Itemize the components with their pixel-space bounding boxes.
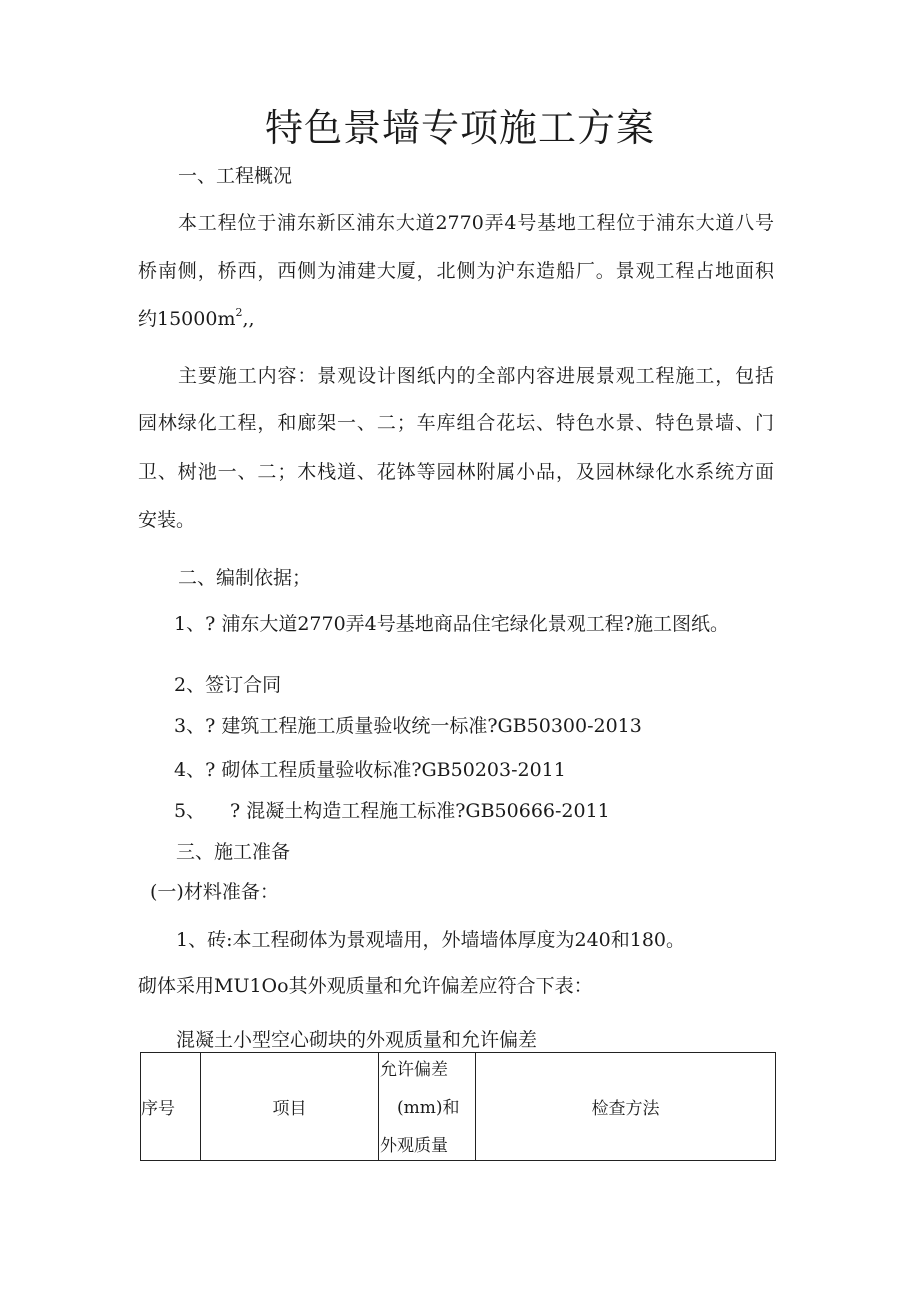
- header-method-label: 检查方法: [591, 1099, 660, 1119]
- header-item-label: 项目: [272, 1099, 307, 1119]
- s1-para2-line3: 卫、树池一、二；木栈道、花钵等园林附属小品，及园林绿化水系统方面: [138, 461, 774, 483]
- s1-para1-line1: 本工程位于浦东新区浦东大道2770弄4号基地工程位于浦东大道八号: [178, 212, 774, 234]
- basis-item-2: 2、签订合同: [174, 674, 282, 696]
- subsection-materials: (一)材料准备：: [150, 881, 279, 903]
- s1-para2-line2: 园林绿化工程，和廊架一、二；车库组合花坛、特色水景、特色景墙、门: [138, 412, 774, 434]
- s3-para1: 1、砖:本工程砌体为景观墙用，外墙墙体厚度为240和180。: [176, 929, 686, 951]
- s1-para2-line4: 安装。: [138, 509, 196, 531]
- area-tail: ,,: [242, 308, 255, 330]
- area-superscript: 2: [235, 305, 243, 319]
- header-tolerance-line1: 允许偏差: [380, 1060, 448, 1080]
- basis-item-5-number: 5、: [174, 800, 206, 822]
- header-tolerance-line3: 外观质量: [380, 1136, 448, 1156]
- section-3-heading: 三、施工准备: [176, 841, 291, 863]
- s1-para1-line3: [138, 307, 255, 331]
- basis-item-3: 3、? 建筑工程施工质量验收统一标准?GB50300-2013: [174, 715, 642, 737]
- header-tolerance-line2: (mm)和: [397, 1098, 460, 1118]
- basis-item-1: 1、? 浦东大道2770弄4号基地商品住宅绿化景观工程?施工图纸。: [174, 613, 729, 635]
- s3-para2: 砌体采用MU1Oo其外观质量和允许偏差应符合下表：: [138, 975, 593, 997]
- quality-table: [140, 1052, 776, 1161]
- section-2-heading: 二、编制依据；: [178, 567, 312, 589]
- table-header-index: [141, 1053, 201, 1160]
- table-header-item: [201, 1053, 379, 1160]
- table-header-method: [476, 1053, 775, 1160]
- area-value: 约15000m: [138, 308, 236, 330]
- basis-item-4: 4、? 砌体工程质量验收标准?GB50203-2011: [174, 759, 566, 781]
- table-caption: 混凝土小型空心砌块的外观质量和允许偏差: [176, 1029, 538, 1051]
- s1-para2-line1: 主要施工内容：景观设计图纸内的全部内容进展景观工程施工，包括: [178, 365, 774, 387]
- header-index-label: 序号: [141, 1099, 175, 1119]
- table-header-tolerance: [379, 1053, 476, 1160]
- s1-para1-line2: 桥南侧，桥西，西侧为浦建大厦，北侧为沪东造船厂。景观工程占地面积: [138, 260, 774, 282]
- basis-item-5-text: ? 混凝土构造工程施工标准?GB50666-2011: [230, 800, 610, 822]
- section-1-heading: 一、工程概况: [178, 165, 293, 187]
- document-title: 特色景墙专项施工方案: [264, 106, 655, 150]
